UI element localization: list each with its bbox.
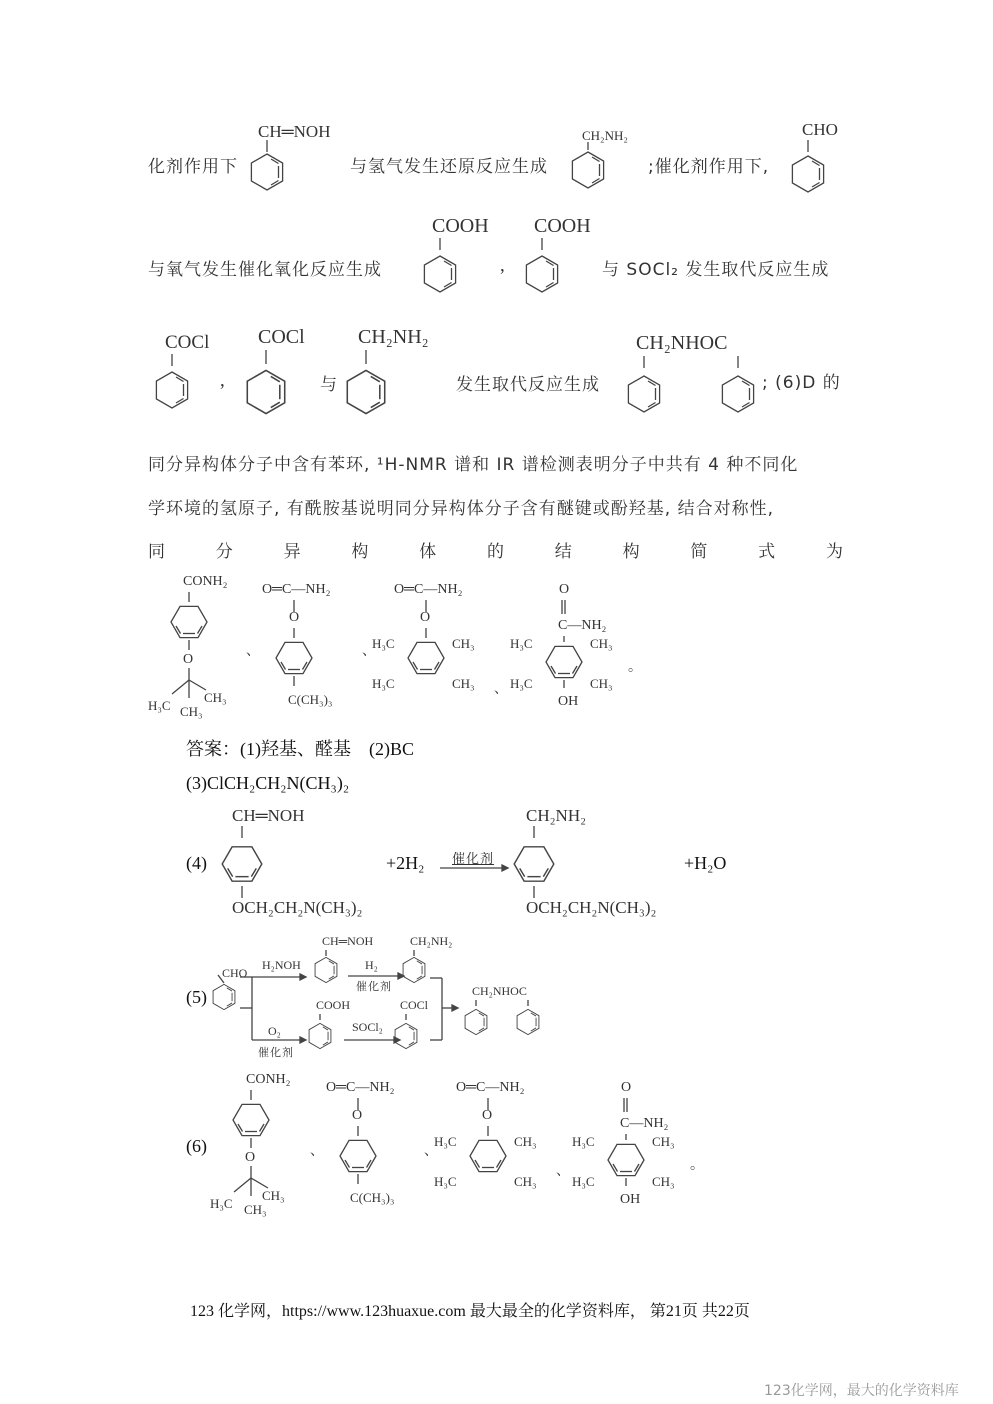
char: 构 [622, 542, 641, 562]
arrow-icon [440, 864, 510, 874]
acyl-label: COCl [165, 332, 210, 353]
label: H₃C [510, 636, 533, 651]
comma: , [220, 370, 225, 391]
benzene-ring-icon [624, 356, 668, 420]
label: H₃C [434, 1134, 457, 1149]
product-bottom: OCH₂CH₂N(CH₃)₂ [526, 898, 657, 917]
char: 结 [554, 542, 573, 562]
period: 。 [628, 660, 642, 675]
label: C(CH₃)₃ [350, 1190, 395, 1205]
separator: 、 [556, 1164, 570, 1179]
paragraph-line-spread [148, 537, 844, 562]
acid-label: COOH [432, 215, 489, 237]
socl2: SOCl₂ [352, 1020, 383, 1034]
aldehyde-label: CHO [802, 120, 838, 139]
benzene-ring-icon [604, 1098, 648, 1198]
label: H₃C [210, 1196, 233, 1211]
label: C(CH₃)₃ [288, 692, 333, 707]
char: 异 [283, 542, 302, 562]
label: CH₃ [652, 1174, 675, 1189]
label: CH₃ [590, 636, 613, 651]
benzene-ring-icon [718, 356, 762, 420]
benzene-ring-icon [420, 238, 464, 300]
label: H₃C [572, 1134, 595, 1149]
benzene-ring-icon [514, 826, 558, 902]
char: 为 [825, 542, 844, 562]
comma: , [500, 255, 505, 276]
char: 的 [486, 542, 505, 562]
acid: COOH [316, 998, 351, 1012]
product-top: CH₂NH₂ [526, 806, 587, 825]
char: 分 [215, 542, 234, 562]
label: H₃C [434, 1174, 457, 1189]
text: 发生取代反应生成 [456, 375, 600, 395]
label: O [245, 1150, 256, 1165]
text: 与 SOCl₂ 发生取代反应生成 [602, 260, 830, 280]
separator: 、 [310, 1144, 324, 1159]
benzene-ring-icon [570, 142, 610, 192]
label: O [289, 610, 300, 625]
period: 。 [690, 1158, 704, 1173]
oxime: CH═NOH [322, 934, 374, 948]
reagent-top: H₂NOH [262, 958, 301, 972]
char: 同 [148, 542, 166, 562]
label: O [559, 582, 570, 597]
amine-label: CH₂NH₂ [582, 128, 628, 143]
benzene-ring-icon [542, 600, 586, 700]
label: CONH₂ [183, 574, 228, 589]
label: O [482, 1108, 493, 1123]
benzene-ring-icon [396, 1014, 430, 1058]
label: C—NH₂ [558, 618, 607, 633]
paragraph-line: 同分异构体分子中含有苯环, ¹H-NMR 谱和 IR 谱检测表明分子中共有 4 种不同化 [148, 455, 799, 475]
label: H₃C [510, 676, 533, 691]
benzene-ring-icon [344, 350, 392, 420]
catalyst-label: 催化剂 [452, 852, 495, 867]
label: H₃C [148, 698, 171, 713]
label: OH [620, 1192, 641, 1207]
text: ;催化剂作用下, [648, 157, 770, 177]
acyl-label: COCl [258, 326, 305, 348]
label: H₃C [372, 636, 395, 651]
amide-label: CH₂NHOC [636, 332, 728, 354]
oxime-label: CH═NOH [258, 122, 331, 141]
amine-label: CH₂NH₂ [358, 326, 429, 348]
acyl: COCl [400, 998, 429, 1012]
text: 化剂作用下 [148, 157, 238, 177]
label: (4) [186, 853, 207, 873]
char: 构 [351, 542, 370, 562]
answer-line-1: 答案：(1)羟基、醛基 (2)BC [186, 739, 414, 759]
char: 式 [758, 542, 777, 562]
label: CH₃ [652, 1134, 675, 1149]
label: CH₃ [180, 704, 203, 719]
product: CH₂NHOC [472, 984, 527, 998]
benzene-ring-icon [222, 826, 266, 902]
reactant-top: CH═NOH [232, 806, 305, 825]
catalyst-label: 催化剂 [356, 980, 392, 993]
acid-label: COOH [534, 215, 591, 237]
label: CH₃ [244, 1202, 267, 1217]
amine: CH₂NH₂ [410, 934, 453, 948]
label: CH₃ [514, 1134, 537, 1149]
label: O═C—NH₂ [456, 1080, 525, 1095]
benzene-ring-icon [208, 975, 242, 1019]
label: O [183, 652, 194, 667]
label: CH₃ [514, 1174, 537, 1189]
paragraph-line: 学环境的氢原子, 有酰胺基说明同分异构体分子含有醚键或酚羟基, 结合对称性, [148, 499, 775, 519]
separator: 、 [494, 682, 508, 697]
separator: 、 [362, 644, 376, 659]
label: O═C—NH₂ [262, 582, 331, 597]
benzene-ring-icon [244, 350, 292, 420]
separator: 、 [246, 644, 260, 659]
label: H₃C [572, 1174, 595, 1189]
label: O [420, 610, 431, 625]
benzene-ring-icon [516, 1000, 550, 1044]
label: CH₃ [452, 636, 475, 651]
reactant-bottom: OCH₂CH₂N(CH₃)₂ [232, 898, 363, 917]
benzene-ring-icon [790, 140, 830, 200]
char: 体 [419, 542, 438, 562]
text: ; (6)D 的 [762, 373, 841, 393]
label: O═C—NH₂ [326, 1080, 395, 1095]
label: O [352, 1108, 363, 1123]
benzene-ring-icon [316, 950, 350, 994]
label: CH₃ [452, 676, 475, 691]
label: H₃C [372, 676, 395, 691]
benzene-ring-icon [250, 140, 290, 200]
watermark: 123化学网，最大的化学资料库 [764, 1383, 959, 1399]
label: CONH₂ [246, 1072, 291, 1087]
label: CH₃ [262, 1188, 285, 1203]
benzene-ring-icon [152, 354, 196, 416]
plus-h2: +2H₂ [386, 853, 425, 873]
text: 与氧气发生催化氧化反应生成 [148, 260, 382, 280]
label: (6) [186, 1136, 207, 1156]
benzene-ring-icon [310, 1014, 344, 1058]
answer-line-2: (3)ClCH₂CH₂N(CH₃)₂ [186, 773, 350, 793]
start-label: CHO [222, 966, 248, 980]
label: O═C—NH₂ [394, 582, 463, 597]
benzene-ring-icon [522, 238, 566, 300]
plus-water: +H₂O [684, 853, 727, 873]
page-footer: 123 化学网，https://www.123huaxue.com 最大最全的化学资料库， 第21页 共22页 [190, 1303, 750, 1320]
catalyst-label: 催化剂 [258, 1046, 294, 1059]
label: CH₃ [204, 690, 227, 705]
label: O [621, 1080, 632, 1095]
text: 与氢气发生还原反应生成 [350, 157, 548, 177]
label: CH₃ [590, 676, 613, 691]
char: 简 [690, 542, 709, 562]
label: C—NH₂ [620, 1116, 669, 1131]
h2: H₂ [365, 958, 378, 972]
reagent-bottom: O₂ [268, 1024, 281, 1038]
label: OH [558, 694, 579, 709]
text: 与 [320, 375, 338, 395]
label: (5) [186, 987, 207, 1007]
benzene-ring-icon [464, 1000, 498, 1044]
separator: 、 [424, 1144, 438, 1159]
